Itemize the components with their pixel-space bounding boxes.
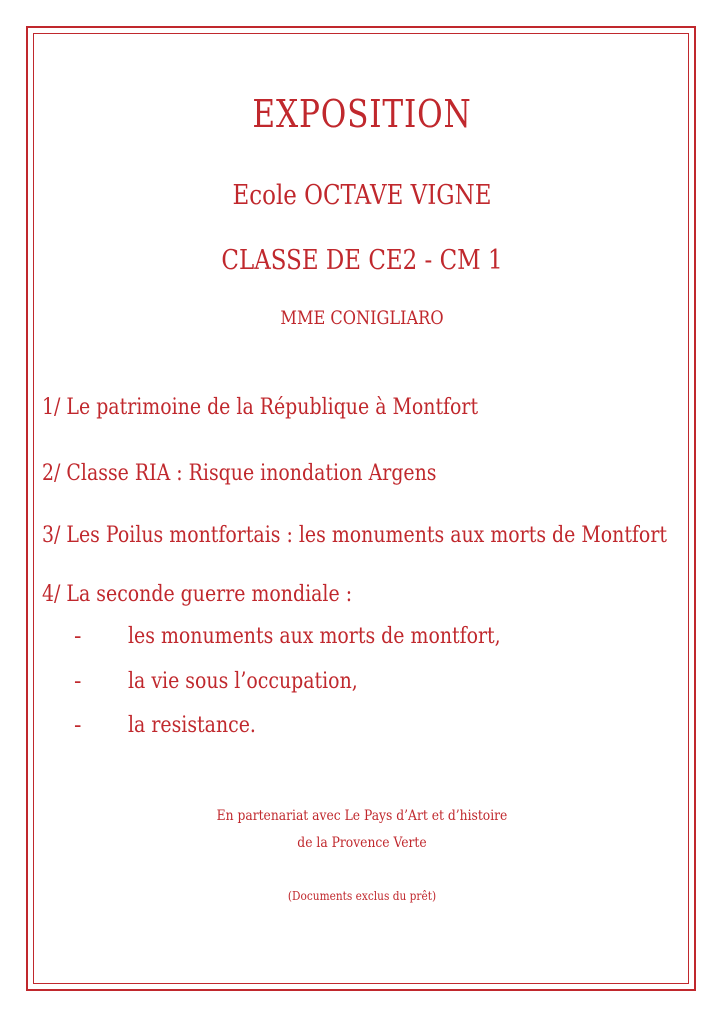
list-item-3: 3/ Les Poilus montfortais : les monuments aux morts de Montfort [42,523,667,548]
poster-title: EXPOSITION [252,92,472,136]
sub-bullet-1: - [74,624,82,649]
sub-item-2: la vie sous l’occupation, [128,669,358,694]
sub-item-3: la resistance. [128,713,256,738]
loan-note: (Documents exclus du prêt) [287,889,437,903]
teacher-name: MME CONIGLIARO [280,307,444,329]
list-item-1: 1/ Le patrimoine de la République à Montfort [42,395,479,420]
class-name: CLASSE DE CE2 - CM 1 [221,245,503,276]
sub-bullet-3: - [74,713,82,738]
list-item-2: 2/ Classe RIA : Risque inondation Argens [42,461,437,486]
sub-bullet-2: - [74,669,82,694]
sub-item-1: les monuments aux morts de montfort, [128,624,501,649]
school-name: Ecole OCTAVE VIGNE [232,180,492,211]
partnership-line-1: En partenariat avec Le Pays d’Art et d’histoire [216,808,508,824]
partnership-line-2: de la Provence Verte [297,835,427,851]
list-item-4: 4/ La seconde guerre mondiale : [42,582,353,607]
